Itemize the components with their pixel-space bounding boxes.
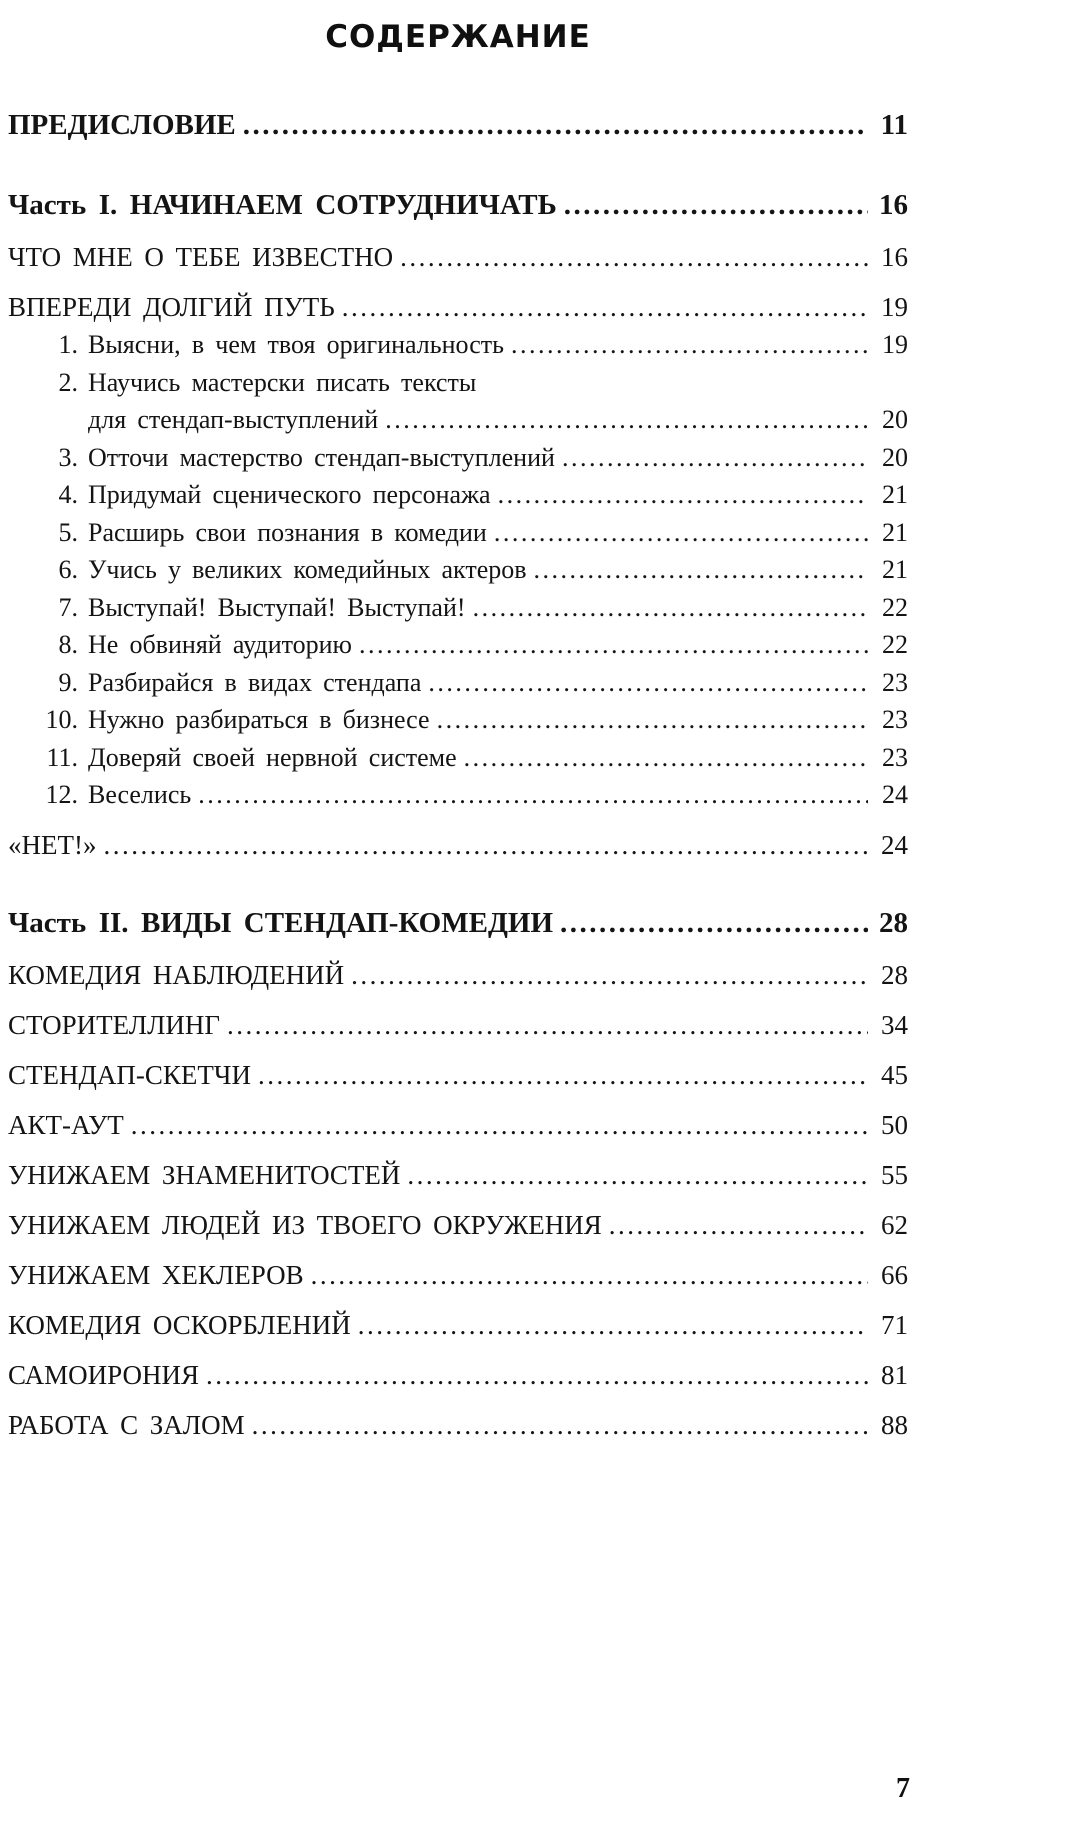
entry-number: 12. (45, 780, 78, 809)
dot-leader (428, 664, 868, 702)
entry-label: Доверяй своей нервной системе (88, 742, 457, 772)
dot-leader (243, 104, 868, 146)
entry-label: для стендап-выступлений (88, 405, 379, 434)
dot-leader (609, 1206, 868, 1244)
entry-page-number: 55 (881, 1159, 908, 1190)
toc-entry-row (8, 364, 908, 402)
entry-page-number: 23 (882, 667, 908, 697)
entry-page-number: 21 (882, 517, 908, 547)
entry-page-number: 81 (881, 1359, 908, 1390)
toc-entry-item (8, 589, 908, 627)
entry-label: Часть I. НАЧИНАЕМ СОТРУДНИЧАТЬ (8, 189, 557, 221)
dot-leader (252, 1406, 868, 1444)
page-title: СОДЕРЖАНИЕ (325, 19, 591, 55)
entry-page-number: 71 (881, 1309, 908, 1340)
toc-entry-row (8, 1406, 908, 1444)
dot-leader (359, 626, 868, 664)
toc-entry-item (8, 364, 908, 439)
toc-entry-item (8, 776, 908, 814)
dot-leader (358, 1306, 868, 1344)
toc-entry-item (8, 626, 908, 664)
entry-label: Нужно разбираться в бизнесе (88, 705, 430, 734)
dot-leader (131, 1106, 868, 1144)
page-number: 7 (896, 1773, 910, 1804)
toc-entry-section (8, 1206, 908, 1244)
entry-page-number: 23 (882, 742, 908, 772)
toc-entry-item (8, 701, 908, 739)
entry-number: 3. (58, 442, 78, 472)
toc-content (8, 14, 908, 1444)
toc-entry-row (8, 1256, 908, 1294)
entry-page-number: 24 (882, 780, 908, 809)
entry-page-number: 45 (881, 1059, 908, 1090)
toc-entry-row (8, 1206, 908, 1244)
toc-entry-row (8, 184, 908, 226)
entry-label: Научись мастерски писать тексты (88, 367, 477, 397)
toc-entry-section (8, 1306, 908, 1344)
toc-entry-part (8, 104, 908, 146)
entry-page-number: 16 (879, 189, 908, 221)
entry-label: Выясни, в чем твоя оригинальность (88, 330, 504, 359)
toc-entry-row (8, 626, 908, 664)
entry-label: КОМЕДИЯ НАБЛЮДЕНИЙ (8, 959, 345, 990)
toc-entry-row (8, 664, 908, 702)
toc-entry-row (8, 739, 908, 777)
toc-entry-row (8, 701, 908, 739)
toc-entry-row (8, 956, 908, 994)
dot-leader (494, 514, 868, 552)
dot-leader (206, 1356, 868, 1394)
toc-entry-row (8, 238, 908, 276)
toc-entry-section (8, 1006, 908, 1044)
toc-entry-row (8, 1306, 908, 1344)
entry-page-number: 34 (881, 1009, 908, 1040)
entry-label: РАБОТА С ЗАЛОМ (8, 1409, 245, 1440)
dot-leader (227, 1006, 868, 1044)
toc-entry-item (8, 326, 908, 364)
entry-page-number: 88 (881, 1409, 908, 1440)
entry-label: АКТ-АУТ (8, 1109, 124, 1140)
entry-page-number: 21 (882, 480, 908, 509)
entry-page-number: 16 (881, 242, 908, 272)
entry-label: Веселись (88, 780, 192, 809)
entry-label: СТЕНДАП-СКЕТЧИ (8, 1059, 251, 1090)
toc-entry-item (8, 664, 908, 702)
toc-entry-row (8, 288, 908, 326)
toc-entry-section (8, 1156, 908, 1194)
entry-label: ЧТО МНЕ О ТЕБЕ ИЗВЕСТНО (8, 242, 394, 272)
toc-entry-row (8, 326, 908, 364)
entry-page-number: 62 (881, 1209, 908, 1240)
entry-label: Отточи мастерство стендап-выступлений (88, 442, 555, 472)
toc-entry-item (8, 514, 908, 552)
entry-number: 9. (58, 667, 78, 697)
toc-entry-row (8, 104, 908, 146)
entry-page-number: 21 (882, 555, 908, 584)
dot-leader (311, 1256, 868, 1294)
entry-page-number: 50 (881, 1109, 908, 1140)
entry-number: 11. (46, 742, 78, 772)
toc-entry-row (8, 589, 908, 627)
entry-page-number: 28 (879, 906, 908, 939)
entry-page-number: 20 (882, 442, 908, 472)
toc-entry-row (8, 776, 908, 814)
entry-page-number: 19 (882, 330, 908, 359)
entry-page-number: 66 (881, 1259, 908, 1290)
toc-entry-part (8, 184, 908, 226)
entry-label: Часть II. ВИДЫ СТЕНДАП-КОМЕДИИ (8, 906, 554, 939)
dot-leader (473, 589, 868, 627)
dot-leader (258, 1056, 868, 1094)
dot-leader (564, 184, 868, 226)
dot-leader (464, 739, 868, 777)
toc-entry-row (8, 1156, 908, 1194)
dot-leader (498, 476, 868, 514)
dot-leader (407, 1156, 868, 1194)
entry-label: ВПЕРЕДИ ДОЛГИЙ ПУТЬ (8, 292, 335, 322)
entry-label: СТОРИТЕЛЛИНГ (8, 1009, 221, 1040)
toc-entry-section (8, 288, 908, 326)
entry-page-number: 20 (882, 405, 908, 434)
entry-page-number: 11 (880, 109, 908, 141)
dot-leader (511, 326, 868, 364)
toc-entry-section (8, 956, 908, 994)
toc-entry-row (8, 1106, 908, 1144)
dot-leader (385, 401, 868, 439)
entry-label: Придумай сценического персонажа (88, 480, 491, 509)
entry-label: Учись у великих комедийных актеров (88, 555, 527, 584)
entry-number: 4. (58, 480, 78, 509)
entry-label: Не обвиняй аудиторию (88, 630, 352, 659)
dot-leader (562, 439, 868, 477)
entry-label: УНИЖАЕМ ЛЮДЕЙ ИЗ ТВОЕГО ОКРУЖЕНИЯ (8, 1209, 602, 1240)
toc-entry-part (8, 902, 908, 944)
toc-entry-row (8, 1356, 908, 1394)
toc-entry-row (8, 551, 908, 589)
toc-entry-section (8, 238, 908, 276)
entry-page-number: 22 (882, 592, 908, 622)
entry-label: УНИЖАЕМ ЗНАМЕНИТОСТЕЙ (8, 1159, 401, 1190)
entry-label: ПРЕДИСЛОВИЕ (8, 109, 236, 141)
toc-entry-section (8, 1406, 908, 1444)
entry-number: 5. (58, 517, 78, 547)
dot-leader (351, 956, 868, 994)
entry-page-number: 19 (881, 292, 908, 322)
entry-number: 2. (58, 367, 78, 397)
toc-entry-row (8, 401, 908, 439)
toc-entry-item (8, 439, 908, 477)
dot-leader (103, 826, 868, 864)
dot-leader (560, 902, 868, 944)
toc-entry-row (8, 439, 908, 477)
toc-entry-section (8, 1106, 908, 1144)
toc-entry-row (8, 902, 908, 944)
dot-leader (437, 701, 868, 739)
entry-page-number: 22 (882, 630, 908, 659)
entry-label: САМОИРОНИЯ (8, 1359, 200, 1390)
dot-leader (342, 288, 868, 326)
entry-page-number: 28 (881, 959, 908, 990)
dot-leader (400, 238, 868, 276)
toc-entry-section (8, 1056, 908, 1094)
entry-label: КОМЕДИЯ ОСКОРБЛЕНИЙ (8, 1309, 351, 1340)
entry-label: «НЕТ!» (8, 829, 97, 860)
toc-entry-item (8, 476, 908, 514)
toc-entry-row (8, 1006, 908, 1044)
entry-label: Расширь свои познания в комедии (88, 517, 487, 547)
toc-entry-section (8, 1256, 908, 1294)
dot-leader (198, 776, 868, 814)
entry-label: Разбирайся в видах стендапа (88, 667, 422, 697)
entry-label: Выступай! Выступай! Выступай! (88, 592, 466, 622)
toc-entry-row (8, 826, 908, 864)
toc-entry-row (8, 1056, 908, 1094)
toc-entry-section (8, 1356, 908, 1394)
toc-entry-row (8, 514, 908, 552)
entry-number: 6. (58, 555, 78, 584)
toc-list (8, 104, 908, 1444)
entry-number: 10. (45, 705, 78, 734)
dot-leader (534, 551, 868, 589)
toc-entry-item (8, 739, 908, 777)
toc-entry-row (8, 476, 908, 514)
entry-label: УНИЖАЕМ ХЕКЛЕРОВ (8, 1259, 304, 1290)
entry-number: 8. (58, 630, 78, 659)
entry-number: 7. (58, 592, 78, 622)
entry-page-number: 24 (881, 829, 908, 860)
entry-number: 1. (58, 330, 78, 359)
toc-entry-item (8, 551, 908, 589)
entry-page-number: 23 (882, 705, 908, 734)
toc-entry-section (8, 826, 908, 864)
